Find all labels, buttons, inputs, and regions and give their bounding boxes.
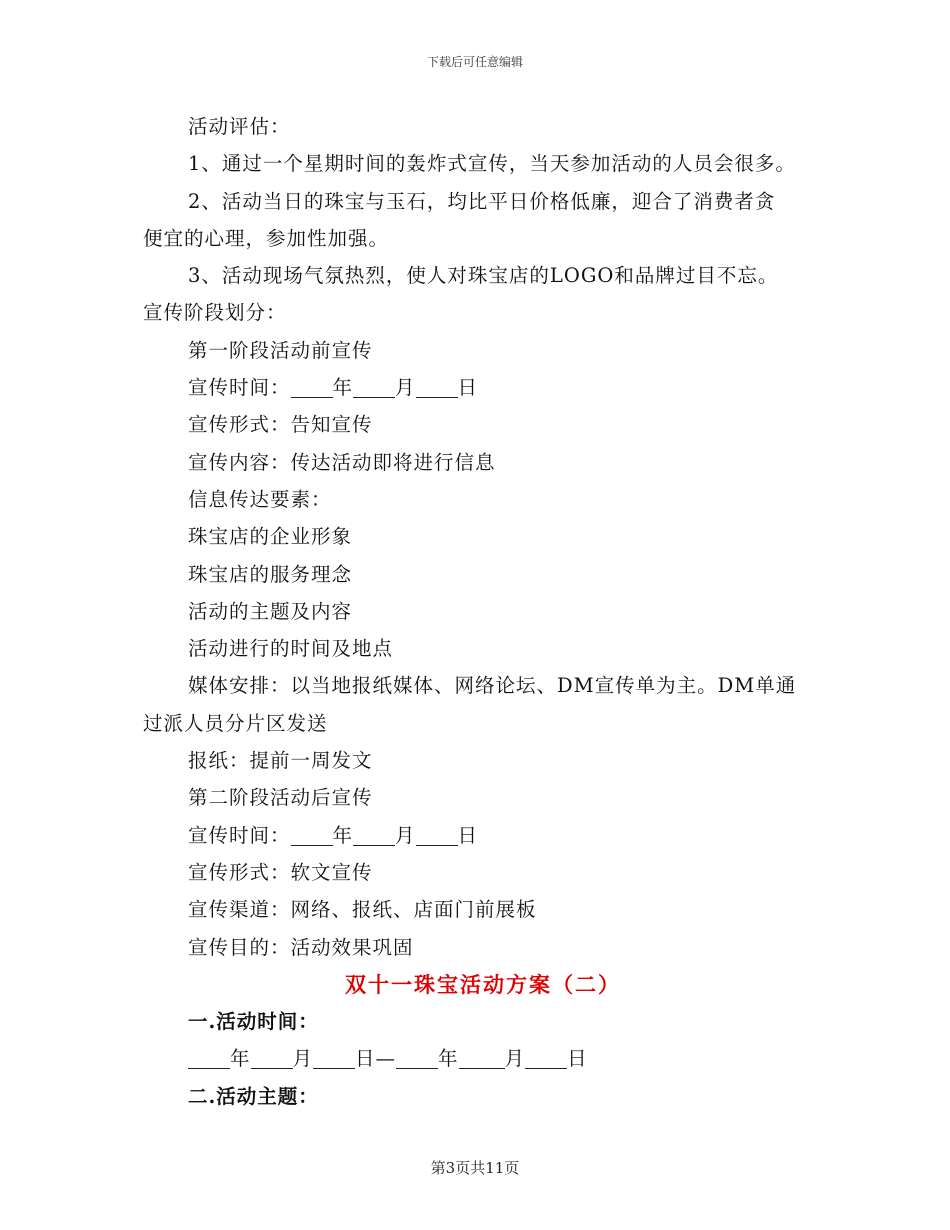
paragraph-line: 3、活动现场气氛热烈，使人对珠宝店的LOGO和品牌过目不忘。 <box>188 264 779 288</box>
month-unit: 月 <box>395 376 416 400</box>
paragraph-line: 媒体安排：以当地报纸媒体、网络论坛、DM宣传单为主。DM单通 <box>188 674 797 698</box>
paragraph-line: 宣传目的：活动效果巩固 <box>188 935 414 959</box>
paragraph-line: 活动进行的时间及地点 <box>188 637 394 661</box>
day-unit: 日 <box>355 1047 376 1071</box>
year-blank <box>291 823 333 846</box>
paragraph-line: 宣传渠道：网络、报纸、店面门前展板 <box>188 898 537 922</box>
document-body <box>143 108 823 1115</box>
month-blank <box>353 823 395 846</box>
paragraph-line: 过派人员分片区发送 <box>143 711 328 735</box>
month-unit: 月 <box>395 823 416 847</box>
year-unit: 年 <box>230 1047 251 1071</box>
paragraph-line: 宣传形式：告知宣传 <box>188 413 373 437</box>
day-blank <box>416 375 458 398</box>
paragraph-line: 报纸：提前一周发文 <box>188 749 373 773</box>
year-unit: 年 <box>332 823 354 847</box>
end-month-blank <box>459 1046 505 1069</box>
paragraph-line: 珠宝店的服务理念 <box>188 562 353 586</box>
paragraph-line: 珠宝店的企业形象 <box>188 525 353 549</box>
end-day-blank <box>525 1046 567 1069</box>
month-unit: 月 <box>504 1047 526 1071</box>
paragraph-line: 1、通过一个星期时间的轰炸式宣传，当天参加活动的人员会很多。 <box>188 152 796 176</box>
paragraph-line: 第二阶段活动后宣传 <box>188 786 373 810</box>
subsection-heading-time: 一.活动时间： <box>188 1010 319 1034</box>
paragraph-line: 便宜的心理，参加性加强。 <box>143 226 390 250</box>
paragraph-line: 2、活动当日的珠宝与玉石，均比平日价格低廉，迎合了消费者贪 <box>188 189 776 213</box>
page-footer: 第3页共11页 <box>430 1159 520 1177</box>
paragraph-line: 活动的主题及内容 <box>188 599 353 623</box>
date-line <box>143 369 823 406</box>
page-header: 下载后可任意编辑 <box>426 55 523 69</box>
month-unit: 月 <box>292 1047 314 1071</box>
date-label: 宣传时间： <box>188 376 291 400</box>
date-label: 宣传时间： <box>188 823 291 847</box>
range-dash: — <box>375 1047 397 1071</box>
day-unit: 日 <box>567 1047 588 1071</box>
paragraph-line: 宣传形式：软文宣传 <box>188 860 373 884</box>
paragraph-line: 宣传阶段划分： <box>143 301 287 325</box>
month-blank <box>353 375 395 398</box>
start-month-blank <box>251 1046 293 1069</box>
start-year-blank <box>188 1046 230 1069</box>
day-blank <box>416 823 458 846</box>
section-title: 双十一珠宝活动方案（二） <box>345 971 621 997</box>
subsection-heading-theme: 二.活动主题： <box>188 1084 319 1108</box>
paragraph-line: 第一阶段活动前宣传 <box>188 338 373 362</box>
day-unit: 日 <box>457 376 479 400</box>
year-blank <box>291 375 333 398</box>
paragraph-line: 信息传达要素： <box>188 487 332 511</box>
year-unit: 年 <box>332 376 354 400</box>
paragraph-line: 宣传内容：传达活动即将进行信息 <box>188 450 496 474</box>
paragraph-line: 活动评估： <box>188 115 291 138</box>
end-year-blank <box>396 1046 438 1069</box>
year-unit: 年 <box>438 1047 459 1071</box>
day-unit: 日 <box>457 823 479 847</box>
date-range-line <box>143 1040 823 1077</box>
date-line <box>143 817 823 854</box>
start-day-blank <box>313 1046 355 1069</box>
